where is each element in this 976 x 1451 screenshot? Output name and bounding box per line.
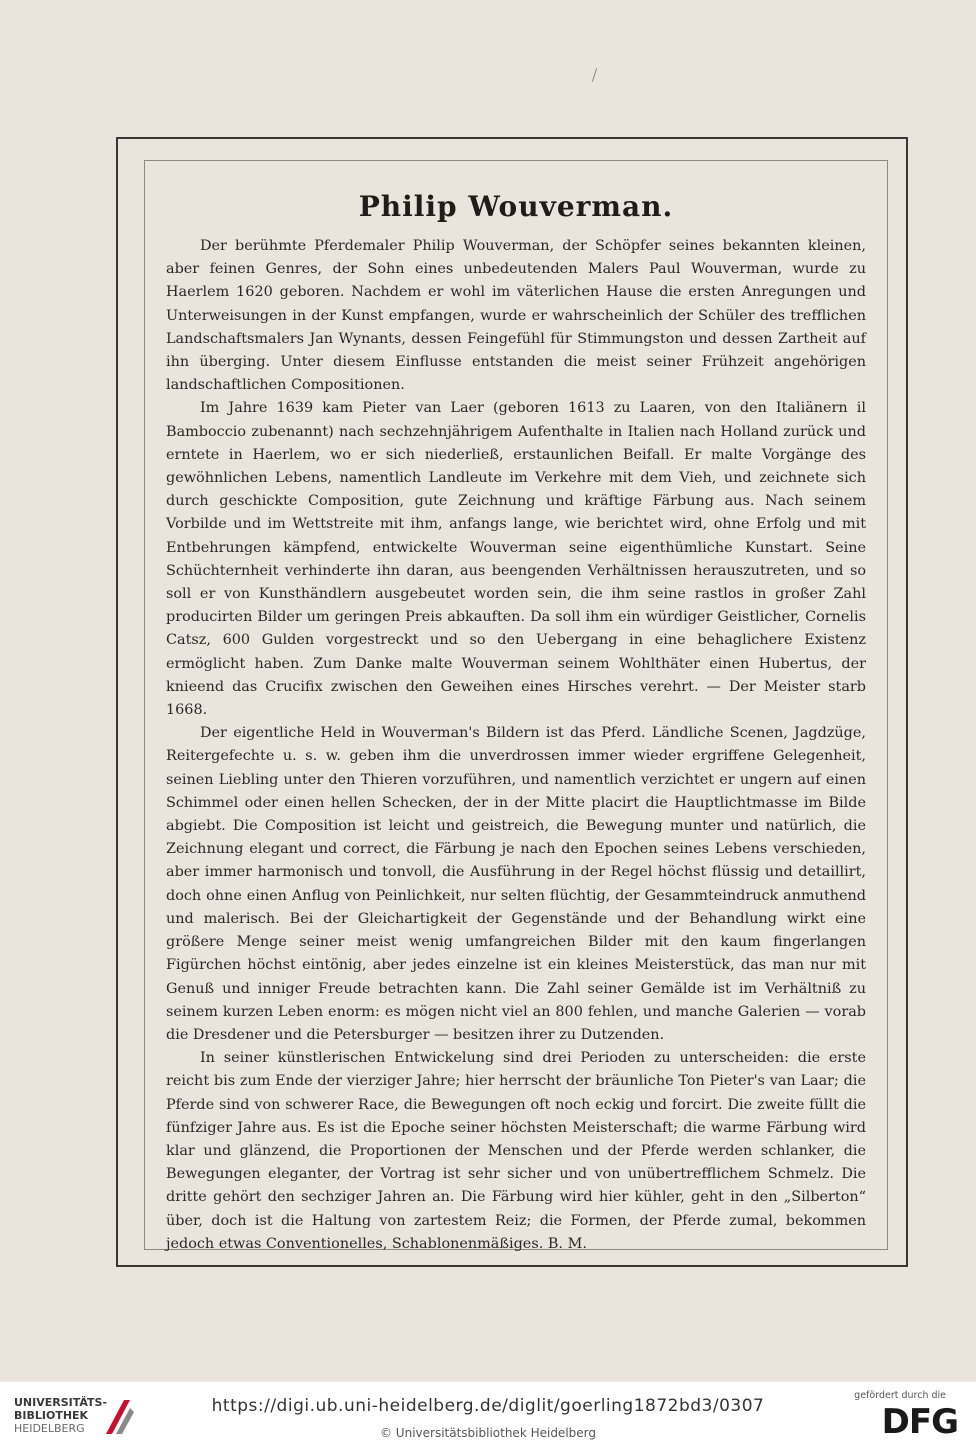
paragraph-3: Der eigentliche Held in Wouverman's Bildern ist das Pferd. Ländliche Scenen, Jagdzüge, Reitergefechte u. s. w. geben ihm die unverdrossen immer wieder ergriffene Gelegenheit, seinen Liebling unter den Thieren vorzuführen, und namentlich verzichtet er ungern auf einen Schimmel oder einen hellen Schecken, der in der Mitte placirt die Hauptlichtmasse im Bilde abgiebt. Die Composition ist leicht und geistreich, die Bewegung munter und natürlich, die Zeichnung elegant und correct, die Färbung je nach den Epochen seines Lebens verschieden, aber immer harmonisch und tonvoll, die Ausführung in der Regel höchst flüssig und detaillirt, doch ohne einen Anflug von Peinlichkeit, nur selten flüchtig, der Gesammteindruck anmuthend und malerisch. Bei der Gleichartigkeit der Gegenstände und der Behandlung wirkt eine größere Menge seiner meist wenig umfangreichen Bilder mit den kaum fingerlangen Figürchen höchst eintönig, aber jedes einzelne ist ein kleines Meisterstück, das man nur mit Genuß und inniger Freude betrachten kann. Die Zahl seiner Gemälde ist im Verhältniß zu seinem kurzen Leben enorm: es mögen nicht viel an 800 fehlen, und manche Galerien — vorab die Dresdener und die Petersburger — besitzen ihrer zu Dutzenden. <box>166 725 866 1043</box>
copyright-notice: © Universitätsbibliothek Heidelberg <box>379 1426 596 1440</box>
library-name-line-1: UNIVERSITÄTS- <box>14 1396 108 1409</box>
viewer-footer <box>0 1382 976 1451</box>
paragraph-4: In seiner künstlerischen Entwickelung sind drei Perioden zu unterscheiden: die erste reicht bis zum Ende der vierziger Jahre; hier herrscht der bräunliche Ton Pieter's van Laar; die Pferde sind von schwerer Race, die Bewegungen oft noch eckig und forcirt. Die zweite füllt die fünfziger Jahre aus. Es ist die Epoche seiner höchsten Meisterschaft; die warme Färbung wird klar und glänzend, die Proportionen der Menschen und der Pferde werden schlanker, die Bewegungen eleganter, der Vortrag ist sehr sicher und von unübertrefflichem Schmelz. Die dritte gehört den sechziger Jahren an. Die Färbung wird hier kühler, geht in den „Silberton“ über, doch ist die Haltung von zartestem Reiz; die Formen, der Pferde zumal, bekommen jedoch etwas Conventionelles, Schablonenmäßiges. B. M. <box>166 1050 866 1252</box>
paragraph-1: Der berühmte Pferdemaler Philip Wouverman, der Schöpfer seines bekannten kleinen, aber feinen Genres, der Sohn eines unbedeutenden Malers Paul Wouverman, wurde zu Haerlem 1620 geboren. Nachdem er wohl im väterlichen Hause die ersten Anregungen und Unterweisungen in der Kunst empfangen, wurde er wahrscheinlich der Schüler des trefflichen Landschaftsmalers Jan Wynants, dessen Feingefühl für Stimmungston und dessen Zartheit auf ihn überging. Unter diesem Einflusse entstanden die meist seiner Frühzeit angehörigen landschaftlichen Compositionen. <box>166 238 866 394</box>
article-title: Philip Wouverman. <box>358 190 674 223</box>
funding-caption: gefördert durch die <box>854 1390 946 1401</box>
stray-pencil-mark <box>592 68 597 82</box>
library-name-line-2: BIBLIOTHEK <box>14 1409 89 1422</box>
article <box>166 190 866 1256</box>
permalink-url[interactable]: https://digi.ub.uni-heidelberg.de/diglit/goerling1872bd3/0307 <box>211 1396 765 1416</box>
dfg-logo-icon[interactable]: DFG <box>881 1402 958 1442</box>
library-name-line-3: HEIDELBERG <box>14 1422 85 1435</box>
paragraph-2: Im Jahre 1639 kam Pieter van Laer (geboren 1613 zu Laaren, von den Italiänern il Bamboccio zubenannt) nach sechzehnjährigem Aufenthalte in Italien nach Holland zurück und erntete in Haerlem, wo er sich niederließ, erstaunlichen Beifall. Er malte Vorgänge des gewöhnlichen Lebens, namentlich Landleute im Verkehre mit dem Vieh, und zeichnete sich durch geschickte Composition, gute Zeichnung und kräftige Färbung aus. Nach seinem Vorbilde und im Wettstreite mit ihm, anfangs lange, wie berichtet wird, ohne Erfolg und mit Entbehrungen kämpfend, entwickelte Wouverman seine eigenthümliche Kunstart. Seine Schüchternheit verhinderte ihn daran, aus beengenden Verhältnissen herauszutreten, und so soll er von Kunsthändlern ausgebeutet worden sein, die ihm seine rastlos in großer Zahl producirten Bilder um geringen Preis abkauften. Da soll ihm ein würdiger Geistlicher, Cornelis Catsz, 600 Gulden vorgestreckt und so den Uebergang in eine behaglichere Existenz ermöglicht haben. Zum Danke malte Wouverman seinem Wohlthäter einen Hubertus, der knieend das Crucifix zwischen den Geweihen eines Hirsches verehrt. — Der Meister starb 1668. <box>166 400 866 719</box>
